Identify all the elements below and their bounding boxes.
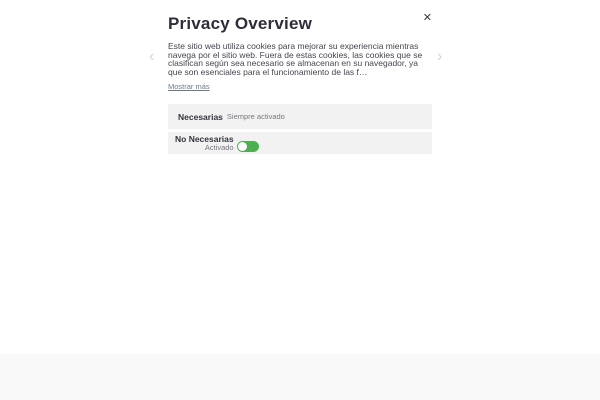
modal-title: Privacy Overview	[168, 14, 313, 33]
non-necessary-label: No Necesarias	[175, 133, 234, 144]
carousel-next-icon[interactable]: ›	[437, 48, 443, 65]
necessary-label: Necesarias	[178, 111, 223, 122]
non-necessary-toggle[interactable]	[237, 141, 259, 152]
non-necessary-labels	[175, 135, 234, 152]
carousel-prev-icon[interactable]: ‹	[149, 48, 155, 65]
page-footer	[0, 354, 600, 400]
show-more-link[interactable]: Mostrar más	[168, 82, 210, 92]
cookie-section-non-necessary[interactable]	[168, 132, 432, 154]
toggle-knob-icon	[238, 142, 247, 151]
cookie-section-necessary[interactable]	[168, 104, 432, 129]
modal-description: Este sitio web utiliza cookies para mejorar su experiencia mientras navega por el sitio web. Fuera de estas cookies, las cookies que se clasifican según sea necesario se almacenan en su navegador, ya que son esenciales para el funcionamiento de las f…	[168, 41, 423, 77]
necessary-status: Siempre activado	[226, 112, 285, 122]
non-necessary-status: Activado	[204, 142, 234, 152]
privacy-overview-modal	[168, 10, 432, 154]
close-icon[interactable]: ✕	[422, 12, 432, 24]
